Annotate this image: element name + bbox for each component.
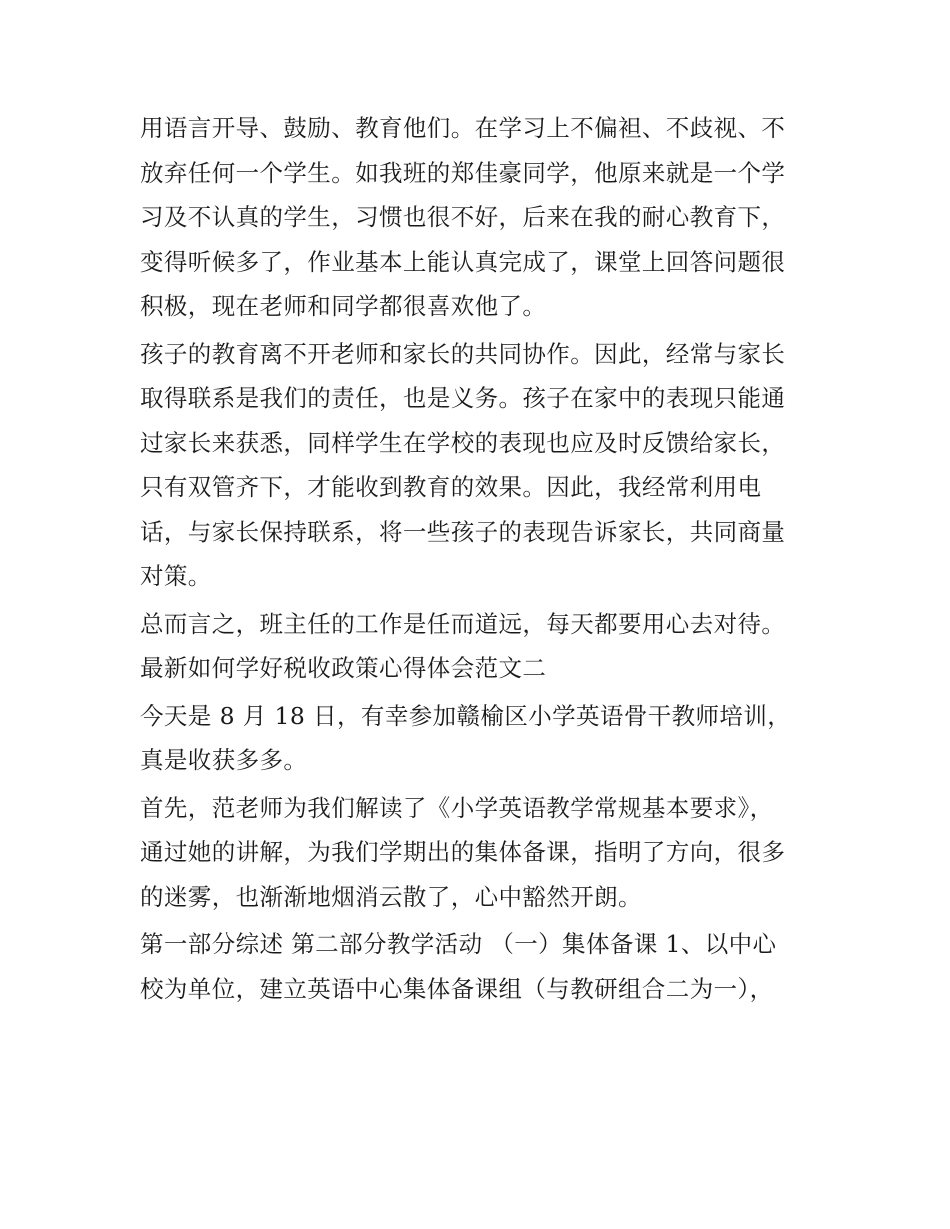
text-line: 孩子的教育离不开老师和家长的共同协作。因此，经常与家长 bbox=[140, 339, 786, 368]
text-line: 第一部分综述 第二部分教学活动 （一）集体备课 1、以中心 bbox=[140, 930, 777, 958]
text-line: 话，与家长保持联系，将一些孩子的表现告诉家长，共同商量 bbox=[140, 517, 786, 546]
text-line: 过家长来获悉，同样学生在学校的表现也应及时反馈给家长， bbox=[140, 428, 786, 457]
text-line: 真是收获多多。 bbox=[140, 746, 308, 774]
text-line: 通过她的讲解，为我们学期出的集体备课，指明了方向，很多 bbox=[140, 838, 786, 866]
text-line: 变得听候多了，作业基本上能认真完成了，课堂上回答问题很 bbox=[140, 247, 786, 276]
text-line: 校为单位，建立英语中心集体备课组（与教研组合二为一）， bbox=[140, 974, 774, 1003]
text-line: 积极，现在老师和同学都很喜欢他了。 bbox=[140, 292, 547, 320]
text-line: 对策。 bbox=[140, 562, 212, 590]
text-line: 的迷雾，也渐渐地烟消云散了，心中豁然开朗。 bbox=[140, 882, 642, 911]
text-line: 习及不认真的学生，习惯也很不好，后来在我的耐心教育下， bbox=[140, 203, 786, 231]
text-line: 只有双管齐下，才能收到教育的效果。因此，我经常利用电 bbox=[140, 473, 762, 501]
text-line: 首先，范老师为我们解读了《小学英语教学常规基本要求》， bbox=[140, 793, 774, 822]
document-body bbox=[140, 106, 830, 1011]
text-line: 放弃任何一个学生。如我班的郑佳豪同学，他原来就是一个学 bbox=[140, 158, 786, 187]
text-line: 总而言之，班主任的工作是任而道远，每天都要用心去对待。 bbox=[140, 609, 786, 638]
text-line: 用语言开导、鼓励、教育他们。在学习上不偏袒、不歧视、不 bbox=[140, 114, 786, 142]
text-line: 取得联系是我们的责任，也是义务。孩子在家中的表现只能通 bbox=[140, 384, 786, 412]
section-heading: 最新如何学好税收政策心得体会范文二 bbox=[140, 654, 547, 682]
text-line: 今天是 8 月 18 日，有幸参加赣榆区小学英语骨干教师培训， bbox=[140, 701, 792, 730]
